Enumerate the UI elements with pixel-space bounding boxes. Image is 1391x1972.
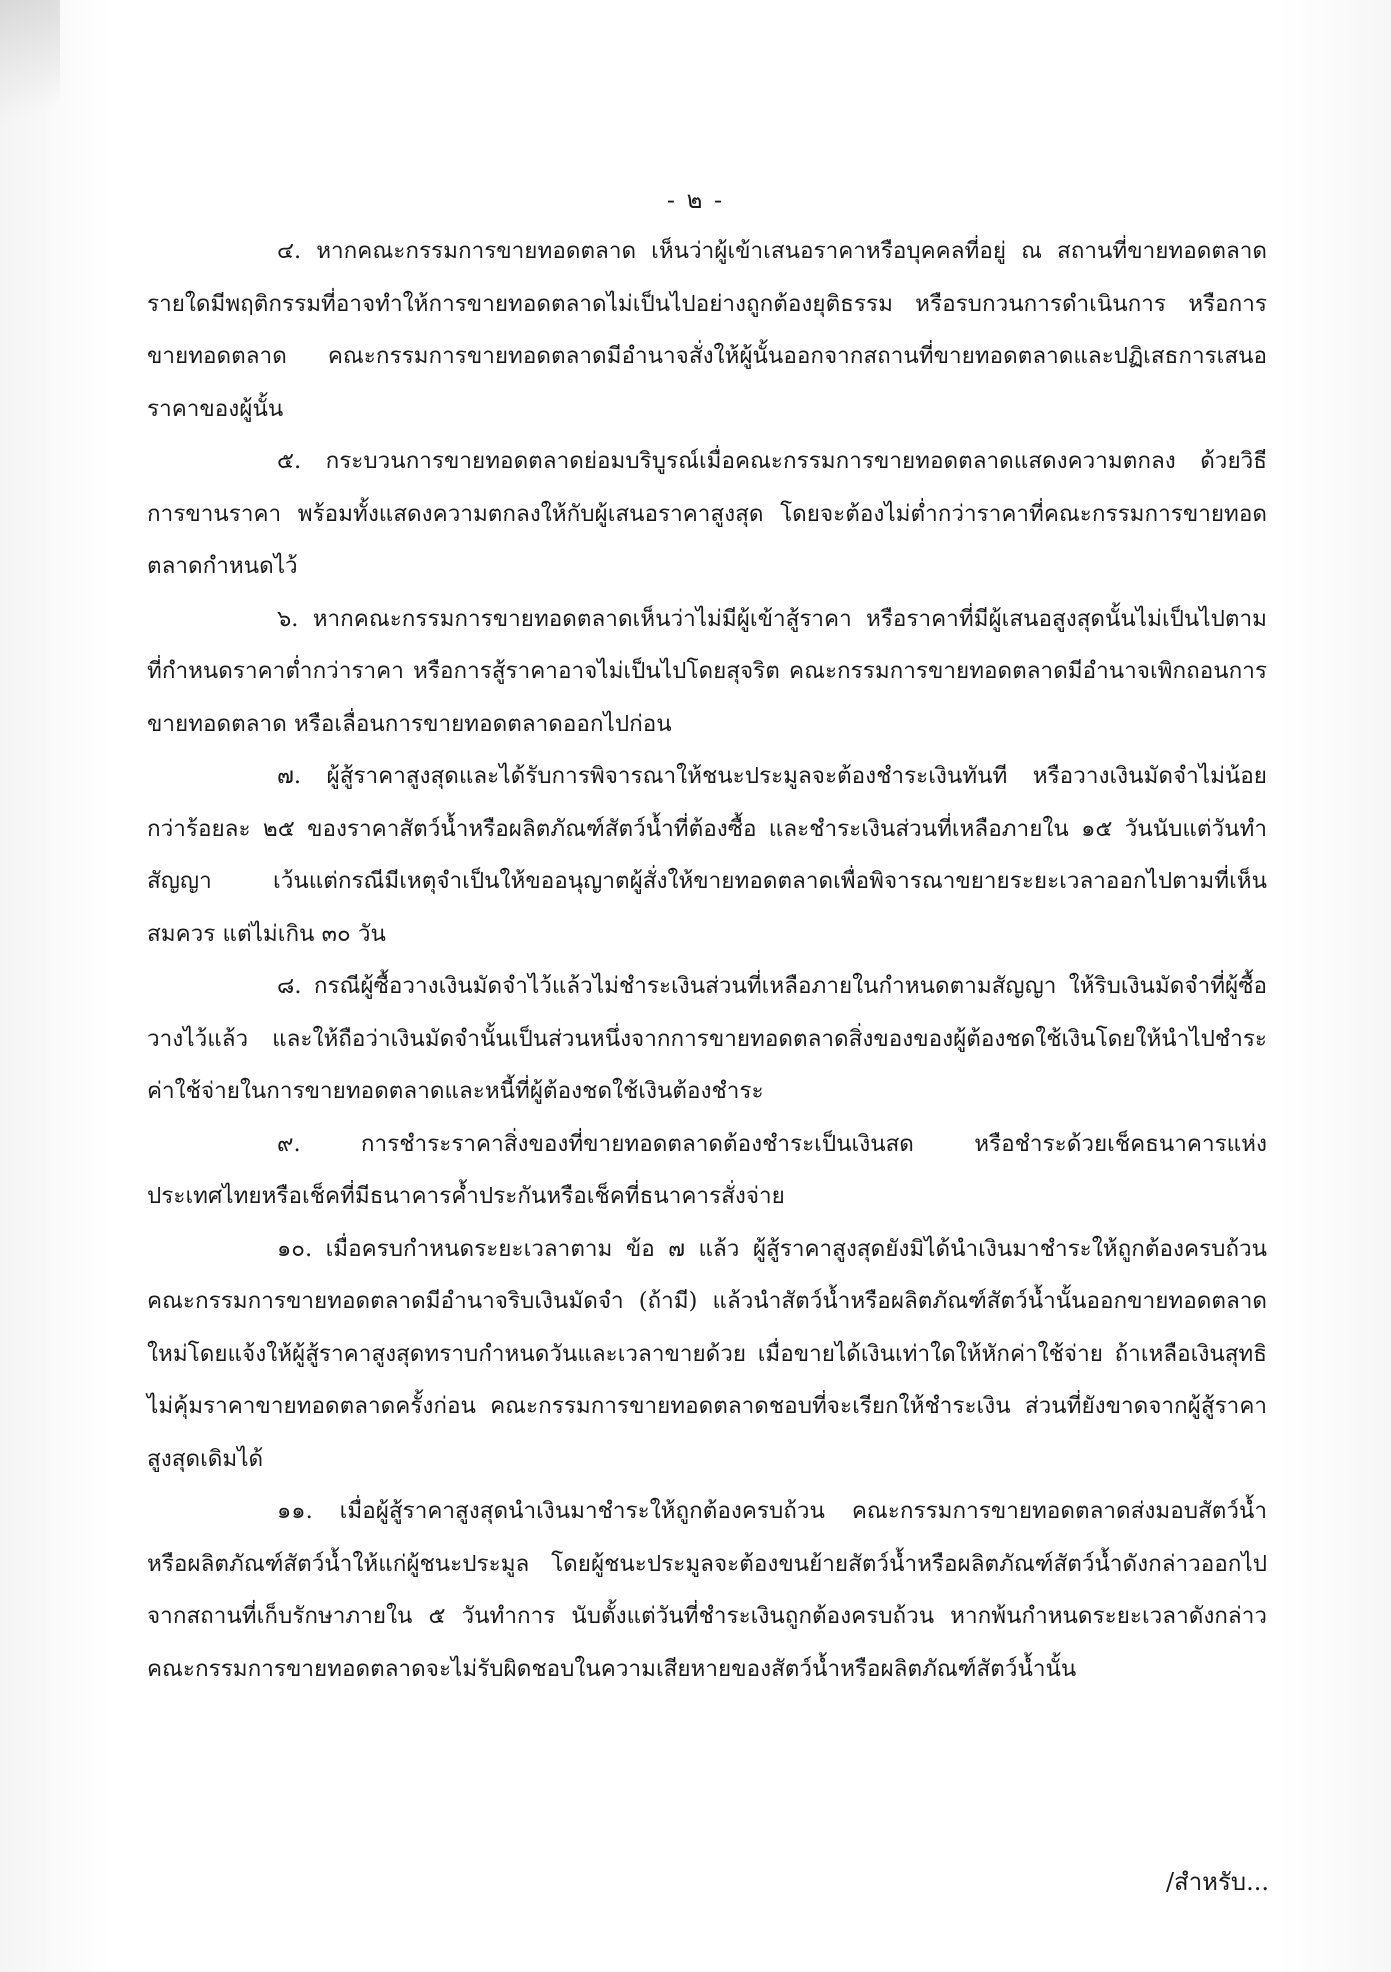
- clause-9: ๙. การชำระราคาสิ่งของที่ขายทอดตลาดต้องชำระเป็นเงินสด หรือชำระด้วยเช็คธนาคารแห่งประเทศไทยหรือเช็คที่มีธนาคารค้ำประกันหรือเช็คที่ธนาคารสั่งจ่าย: [147, 1130, 1267, 1209]
- clause-4: ๔. หากคณะกรรมการขายทอดตลาด เห็นว่าผู้เข้าเสนอราคาหรือบุคคลที่อยู่ ณ สถานที่ขายทอดตลาดรายใดมีพฤติกรรมที่อาจทำให้การขายทอดตลาดไม่เป็นไปอย่างถูกต้องยุติธรรม หรือรบกวนการดำเนินการ หรือการขายทอดตลาด คณะกรรมการขายทอดตลาดมีอำนาจสั่งให้ผู้นั้นออกจากสถานที่ขายทอดตลาดและปฏิเสธการเสนอราคาของผู้นั้น: [147, 238, 1267, 422]
- clause-7: ๗. ผู้สู้ราคาสูงสุดและได้รับการพิจารณาให้ชนะประมูลจะต้องชำระเงินทันที หรือวางเงินมัดจำไม่น้อยกว่าร้อยละ ๒๕ ของราคาสัตว์น้ำหรือผลิตภัณฑ์สัตว์น้ำที่ต้องซื้อ และชำระเงินส่วนที่เหลือภายใน ๑๕ วันนับแต่วันทำสัญญา เว้นแต่กรณีมีเหตุจำเป็นให้ขออนุญาตผู้สั่งให้ขายทอดตลาดเพื่อพิจารณาขยายระยะเวลาออกไปตามที่เห็นสมควร แต่ไม่เกิน ๓๐ วัน: [147, 763, 1267, 947]
- continuation-marker: /สำหรับ...: [1165, 1868, 1269, 1896]
- clause-11: ๑๑. เมื่อผู้สู้ราคาสูงสุดนำเงินมาชำระให้ถูกต้องครบถ้วน คณะกรรมการขายทอดตลาดส่งมอบสัตว์น้ำหรือผลิตภัณฑ์สัตว์น้ำให้แก่ผู้ชนะประมูล โดยผู้ชนะประมูลจะต้องขนย้ายสัตว์น้ำหรือผลิตภัณฑ์สัตว์น้ำดังกล่าวออกไปจากสถานที่เก็บรักษาภายใน ๕ วันทำการ นับตั้งแต่วันที่ชำระเงินถูกต้องครบถ้วน หากพ้นกำหนดระยะเวลาดังกล่าว คณะกรรมการขายทอดตลาดจะไม่รับผิดชอบในความเสียหายของสัตว์น้ำหรือผลิตภัณฑ์สัตว์น้ำนั้น: [147, 1498, 1267, 1682]
- document-body: [147, 225, 1267, 1695]
- clause-8: ๘. กรณีผู้ซื้อวางเงินมัดจำไว้แล้วไม่ชำระเงินส่วนที่เหลือภายในกำหนดตามสัญญา ให้ริบเงินมัดจำที่ผู้ซื้อวางไว้แล้ว และให้ถือว่าเงินมัดจำนั้นเป็นส่วนหนึ่งจากการขายทอดตลาดสิ่งของของผู้ต้องชดใช้เงินโดยให้นำไปชำระค่าใช้จ่ายในการขายทอดตลาดและหนี้ที่ผู้ต้องชดใช้เงินต้องชำระ: [147, 973, 1267, 1104]
- clause-10: ๑๐. เมื่อครบกำหนดระยะเวลาตาม ข้อ ๗ แล้ว ผู้สู้ราคาสูงสุดยังมิได้นำเงินมาชำระให้ถูกต้องครบถ้วน คณะกรรมการขายทอดตลาดมีอำนาจริบเงินมัดจำ (ถ้ามี) แล้วนำสัตว์น้ำหรือผลิตภัณฑ์สัตว์น้ำนั้นออกขายทอดตลาดใหม่โดยแจ้งให้ผู้สู้ราคาสูงสุดทราบกำหนดวันและเวลาขายด้วย เมื่อขายได้เงินเท่าใดให้หักค่าใช้จ่าย ถ้าเหลือเงินสุทธิไม่คุ้มราคาขายทอดตลาดครั้งก่อน คณะกรรมการขายทอดตลาดชอบที่จะเรียกให้ชำระเงิน ส่วนที่ยังขาดจากผู้สู้ราคาสูงสุดเดิมได้: [147, 1235, 1267, 1472]
- clause-6: ๖. หากคณะกรรมการขายทอดตลาดเห็นว่าไม่มีผู้เข้าสู้ราคา หรือราคาที่มีผู้เสนอสูงสุดนั้นไม่เป็นไปตามที่กำหนดราคาต่ำกว่าราคา หรือการสู้ราคาอาจไม่เป็นไปโดยสุจริต คณะกรรมการขายทอดตลาดมีอำนาจเพิกถอนการขายทอดตลาด หรือเลื่อนการขายทอดตลาดออกไปก่อน: [147, 605, 1267, 737]
- page-number: - ๒ -: [666, 186, 725, 214]
- clause-5: ๕. กระบวนการขายทอดตลาดย่อมบริบูรณ์เมื่อคณะกรรมการขายทอดตลาดแสดงความตกลง ด้วยวิธีการขานราคา พร้อมทั้งแสดงความตกลงให้กับผู้เสนอราคาสูงสุด โดยจะต้องไม่ต่ำกว่าราคาที่คณะกรรมการขายทอดตลาดกำหนดไว้: [147, 448, 1267, 579]
- page-corner-shadow: [0, 0, 60, 160]
